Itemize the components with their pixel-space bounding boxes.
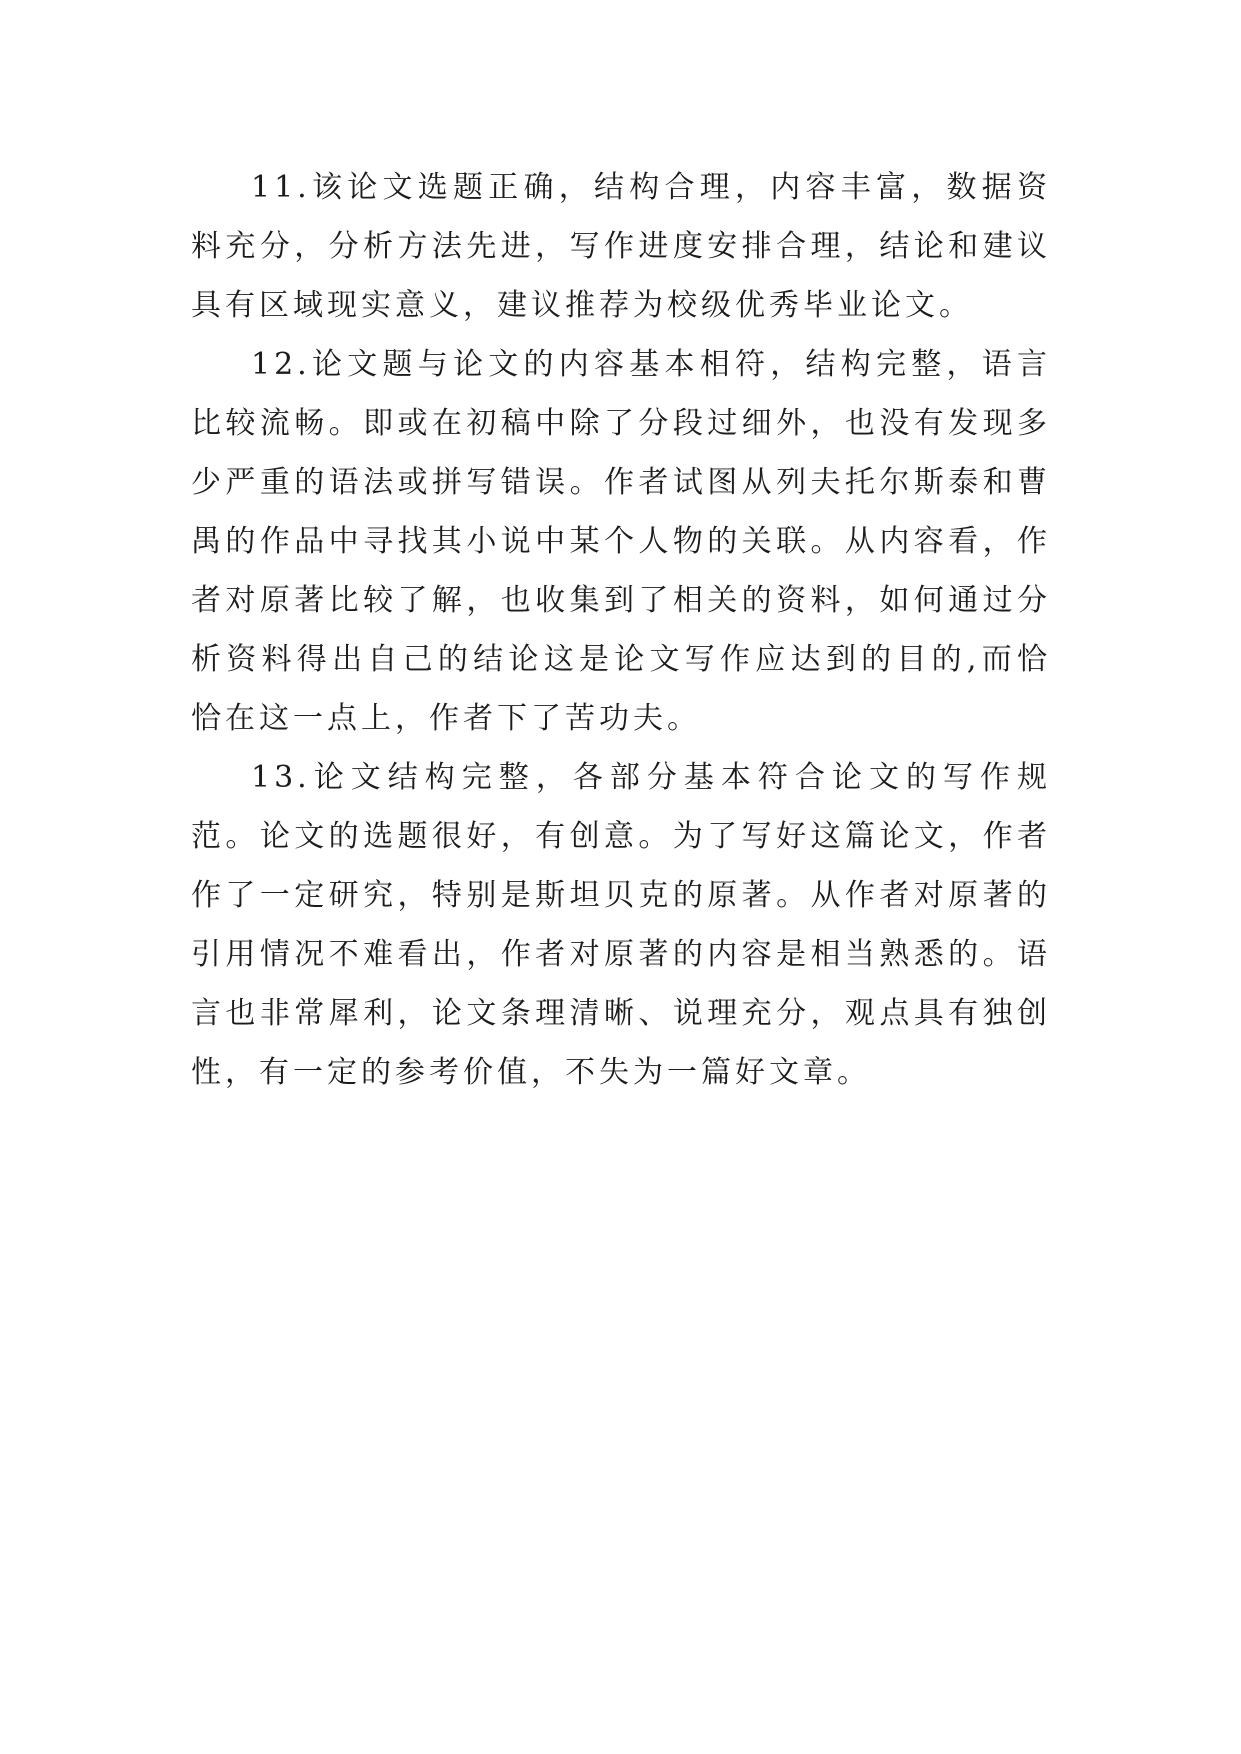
- comment-paragraph-11: [191, 158, 1051, 335]
- comment-paragraph-12: [191, 335, 1051, 748]
- paragraph-text: 论文结构完整，各部分基本符合论文的写作规范。论文的选题很好，有创意。为了写好这篇论文，作者作了一定研究，特别是斯坦贝克的原著。从作者对原著的引用情况不难看出，作者对原著的内容是相当熟悉的。语言也非常犀利，论文条理清晰、说理充分，观点具有独创性，有一定的参考价值，不失为一篇好文章。: [191, 760, 1051, 1090]
- paragraph-number: 12.: [251, 347, 311, 382]
- paragraph-number: 11.: [251, 170, 311, 205]
- comment-paragraph-13: [191, 748, 1051, 1102]
- paragraph-number: 13.: [251, 760, 311, 795]
- document-body: [191, 158, 1051, 1102]
- paragraph-text: 该论文选题正确，结构合理，内容丰富，数据资料充分，分析方法先进，写作进度安排合理，结论和建议具有区域现实意义，建议推荐为校级优秀毕业论文。: [191, 170, 1051, 323]
- paragraph-text: 论文题与论文的内容基本相符，结构完整，语言比较流畅。即或在初稿中除了分段过细外，也没有发现多少严重的语法或拼写错误。作者试图从列夫托尔斯泰和曹禺的作品中寻找其小说中某个人物的关联。从内容看，作者对原著比较了解，也收集到了相关的资料，如何通过分析资料得出自己的结论这是论文写作应达到的目的,而恰恰在这一点上，作者下了苦功夫。: [191, 347, 1051, 736]
